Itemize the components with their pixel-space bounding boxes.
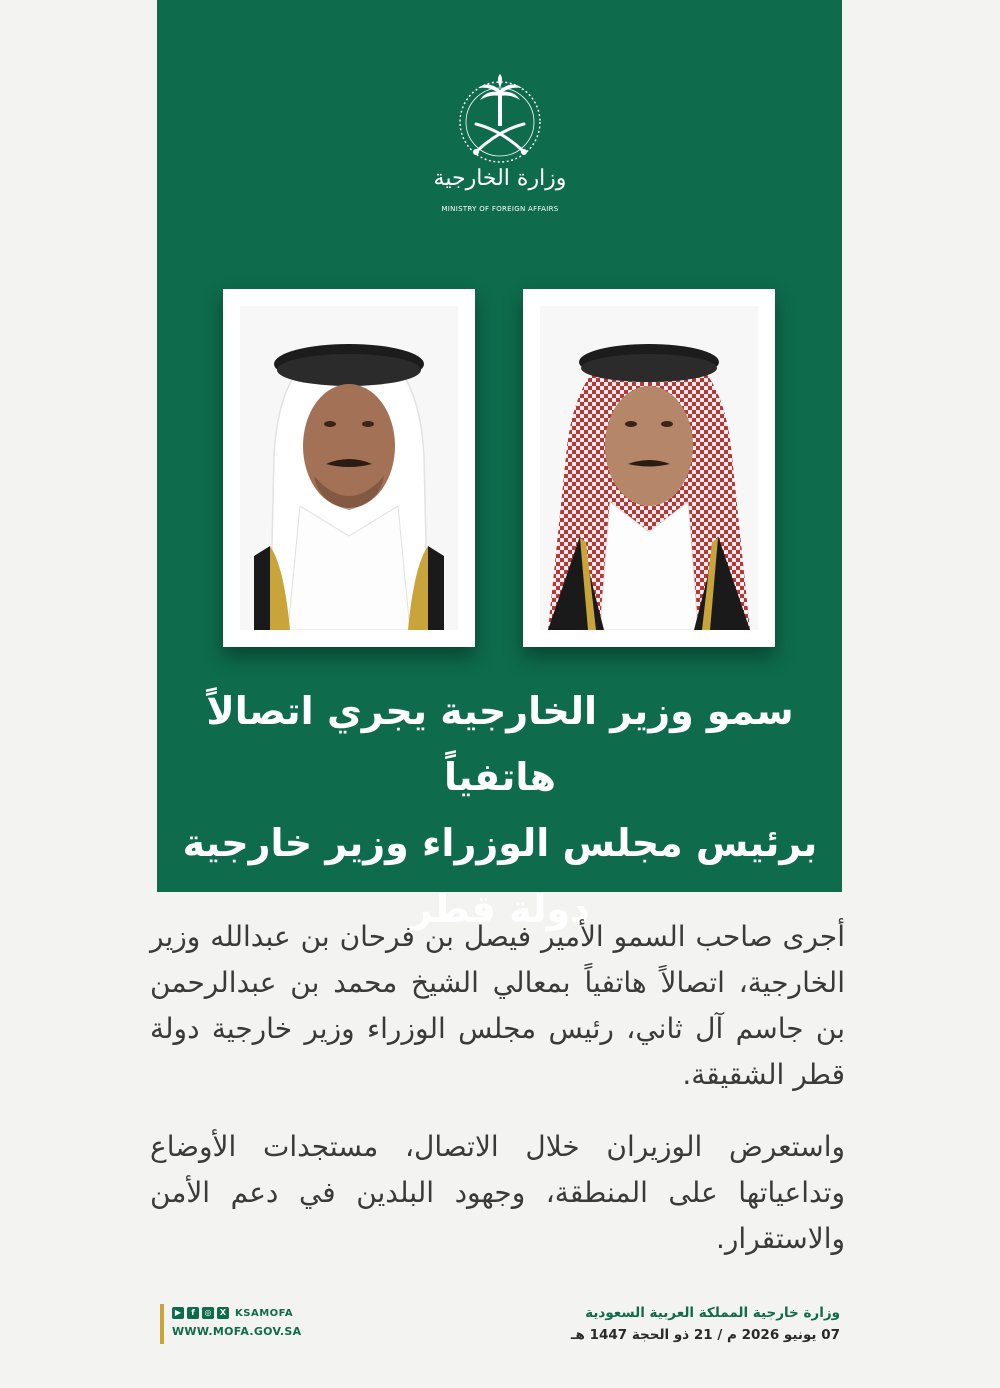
photo-frame-left	[223, 289, 475, 647]
headline-line-1: سمو وزير الخارجية يجري اتصالاً هاتفياً	[206, 689, 794, 799]
ministry-name-english: MINISTRY OF FOREIGN AFFAIRS	[441, 205, 559, 213]
facebook-icon[interactable]: f	[187, 1307, 199, 1319]
headline-line-2: برئيس مجلس الوزراء وزير خارجية	[182, 821, 818, 865]
publish-date: 07 يونيو 2026 م / 21 ذو الحجة 1447 هـ	[570, 1327, 840, 1343]
paragraph-1: أجرى صاحب السمو الأمير فيصل بن فرحان بن عبدالله وزير الخارجية، اتصالاً هاتفياً بمعالي الشيخ محمد بن عبدالرحمن بن جاسم آل ثاني، رئيس مجلس الوزراء وزير خارجية دولة قطر الشقيقة.	[150, 920, 845, 1091]
instagram-icon[interactable]: ◎	[202, 1307, 214, 1319]
headline	[170, 678, 830, 942]
website-link[interactable]: WWW.MOFA.GOV.SA	[172, 1325, 302, 1338]
paragraph-2: واستعرض الوزيران خلال الاتصال، مستجدات الأوضاع وتداعياتها على المنطقة، وجهود البلدين في دعم الأمن والاستقرار.	[150, 1130, 845, 1255]
social-links-block	[160, 1304, 336, 1344]
photo-frame-right	[523, 289, 775, 647]
footer-ministry-block	[480, 1302, 840, 1346]
youtube-icon[interactable]: ▶	[172, 1307, 184, 1319]
social-icons-row	[172, 1304, 336, 1322]
x-icon[interactable]: X	[217, 1307, 229, 1319]
saudi-minister-portrait	[540, 306, 758, 630]
qatari-minister-portrait	[240, 306, 458, 630]
ministry-name-arabic: وزارة الخارجية	[433, 166, 567, 191]
headline-line-3: دولة قطر	[410, 887, 590, 931]
social-handle[interactable]: KSAMOFA	[235, 1307, 294, 1319]
article-body	[150, 914, 845, 1288]
footer-ministry-name: وزارة خارجية المملكة العربية السعودية	[585, 1305, 840, 1321]
